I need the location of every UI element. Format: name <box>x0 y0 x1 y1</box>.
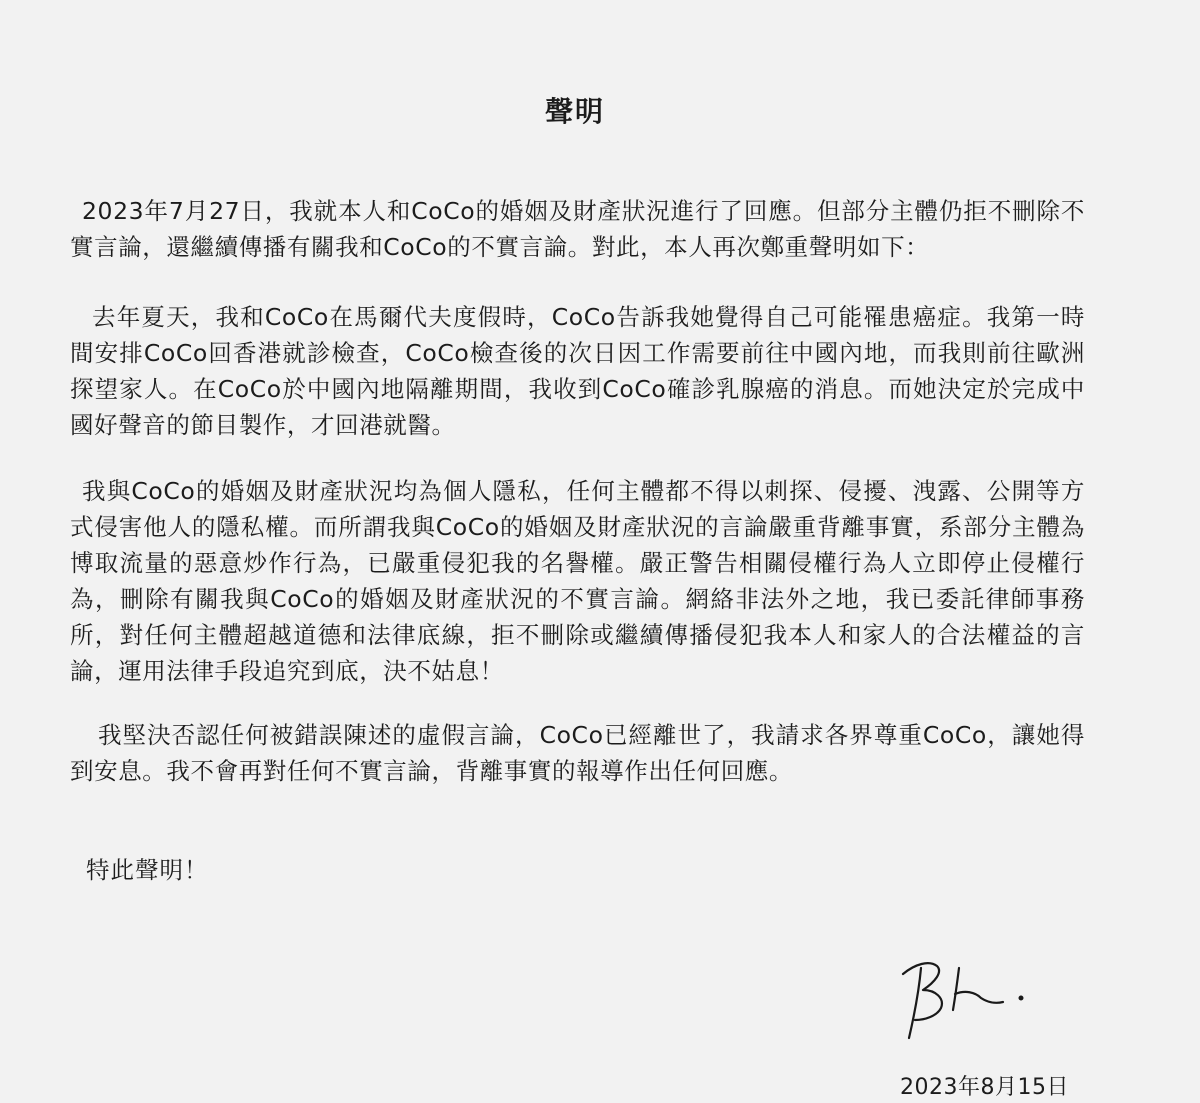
closing-line: 特此聲明！ <box>86 856 209 884</box>
paragraph-4: 我堅決否認任何被錯誤陳述的虛假言論，CoCo已經離世了，我請求各界尊重CoCo，讓她得到安息。我不會再對任何不實言論，背離事實的報導作出任何回應。 <box>70 721 1085 785</box>
paragraph-3: 我與CoCo的婚姻及財產狀況均為個人隱私，任何主體都不得以刺探、侵擾、洩露、公開等方式侵害他人的隱私權。而所謂我與CoCo的婚姻及財產狀況的言論嚴重背離事實，系部分主體為博取流量的惡意炒作行為，已嚴重侵犯我的名譽權。嚴正警告相關侵權行為人立即停止侵權行為，刪除有關我與CoCo的婚姻及財產狀況的不實言論。網絡非法外之地，我已委託律師事務所，對任何主體超越道德和法律底線，拒不刪除或繼續傳播侵犯我本人和家人的合法權益的言論，運用法律手段追究到底，決不姑息！ <box>70 477 1085 685</box>
paragraph-2: 去年夏天，我和CoCo在馬爾代夫度假時，CoCo告訴我她覺得自己可能罹患癌症。我第一時間安排CoCo回香港就診檢查，CoCo檢查後的次日因工作需要前往中國內地，而我則前往歐洲探望家人。在CoCo於中國內地隔離期間，我收到CoCo確診乳腺癌的消息。而她決定於完成中國好聲音的節目製作，才回港就醫。 <box>70 303 1085 439</box>
signature-icon <box>895 950 1030 1045</box>
paragraph-1: 2023年7月27日，我就本人和CoCo的婚姻及財產狀況進行了回應。但部分主體仍拒不刪除不實言論，還繼續傳播有關我和CoCo的不實言論。對此，本人再次鄭重聲明如下： <box>70 197 1085 261</box>
document-date: 2023年8月15日 <box>900 1075 1069 1100</box>
document-title: 聲明 <box>544 95 605 128</box>
